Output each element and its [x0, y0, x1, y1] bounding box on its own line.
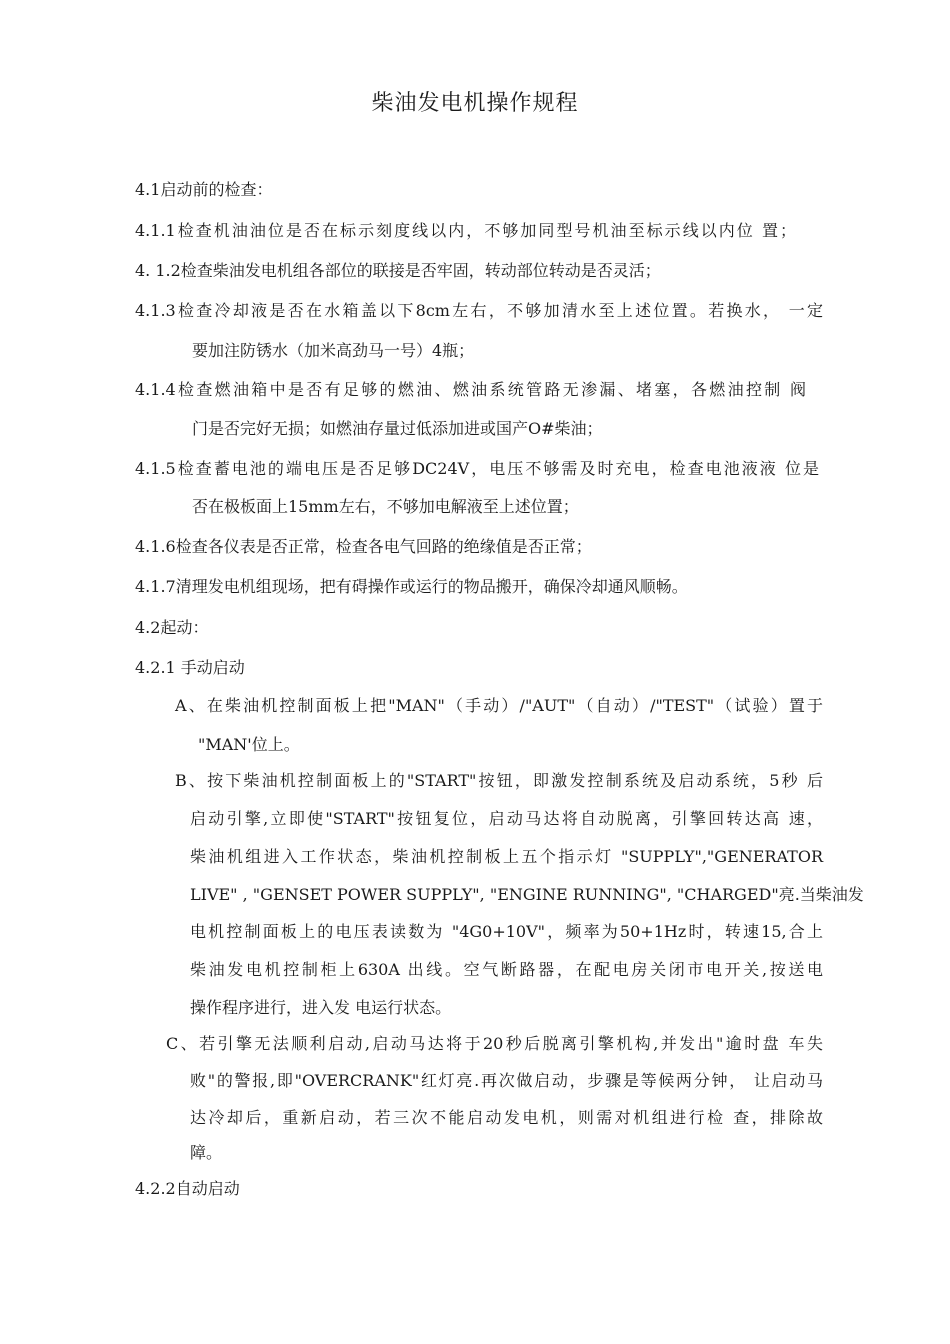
paragraph-line: "MAN'位上。	[198, 735, 300, 754]
paragraph-line: 柴油机组进入工作状态，柴油机控制板上五个指示灯 "SUPPLY","GENERATOR	[190, 847, 823, 866]
paragraph-line: LIVE" , "GENSET POWER SUPPLY", "ENGINE RUNNING", "CHARGED"亮.当柴油发	[190, 885, 864, 904]
paragraph-line: 达冷却后，重新启动，若三次不能启动发电机，则需对机组进行检 查，排除故	[190, 1108, 823, 1127]
section-heading-4-1: 4.1启动前的检查：	[135, 180, 273, 199]
paragraph-line: C、若引擎无法顺利启动,启动马达将于20秒后脱离引擎机构,并发出"逾时盘 车失	[166, 1034, 823, 1053]
paragraph-line: 4.1.6检查各仪表是否正常，检查各电气回路的绝缘值是否正常；	[135, 537, 592, 556]
paragraph-line: 障。	[190, 1143, 223, 1162]
paragraph-line: 否在极板面上15mm左右，不够加电解液至上述位置；	[192, 497, 579, 516]
paragraph-line: 4.1.3检查冷却液是否在水箱盖以下8cm左右，不够加清水至上述位置。若换水， 一定	[135, 301, 823, 320]
subsection-heading-4-2-2: 4.2.2自动启动	[135, 1179, 240, 1198]
paragraph-line: A、在柴油机控制面板上把"MAN"（手动）/"AUT"（自动）/"TEST"（试验）置于	[175, 696, 823, 715]
paragraph-line: 4. 1.2检查柴油发电机组各部位的联接是否牢固，转动部位转动是否灵活；	[135, 261, 661, 280]
paragraph-line: 柴油发电机控制柜上630A 出线。空气断路器，在配电房关闭市电开关,按送电	[190, 960, 823, 979]
paragraph-line: 启动引擎,立即使"START"按钮复位，启动马达将自动脱离，引擎回转达高 速，	[190, 809, 823, 828]
paragraph-line: 4.1.5检查蓄电池的端电压是否足够DC24V，电压不够需及时充电，检查电池液液 位是	[135, 459, 819, 478]
section-heading-4-2: 4.2起动：	[135, 618, 209, 637]
paragraph-line: 操作程序进行，进入发 电运行状态。	[190, 998, 452, 1017]
paragraph-line: B、按下柴油机控制面板上的"START"按钮，即激发控制系统及启动系统，5秒 后	[175, 771, 823, 790]
paragraph-line: 败"的警报,即"OVERCRANK"红灯亮.再次做启动，步骤是等候两分钟， 让启动马	[190, 1071, 823, 1090]
subsection-heading-4-2-1: 4.2.1 手动启动	[135, 658, 245, 677]
paragraph-line: 要加注防锈水（加米高劲马一号）4瓶；	[192, 341, 475, 360]
document-title: 柴油发电机操作规程	[371, 91, 579, 116]
paragraph-line: 门是否完好无损；如燃油存量过低添加进或国产O#柴油；	[192, 419, 603, 438]
paragraph-line: 4.1.7清理发电机组现场，把有碍操作或运行的物品搬开，确保冷却通风顺畅。	[135, 577, 688, 596]
paragraph-line: 电机控制面板上的电压表读数为 "4G0+10V"，频率为50+1Hz时，转速15,合上	[190, 922, 823, 941]
paragraph-line: 4.1.4检查燃油箱中是否有足够的燃油、燃油系统管路无渗漏、堵塞，各燃油控制 阀	[135, 380, 806, 399]
paragraph-line: 4.1.1检查机油油位是否在标示刻度线以内，不够加同型号机油至标示线以内位 置；	[135, 221, 796, 240]
